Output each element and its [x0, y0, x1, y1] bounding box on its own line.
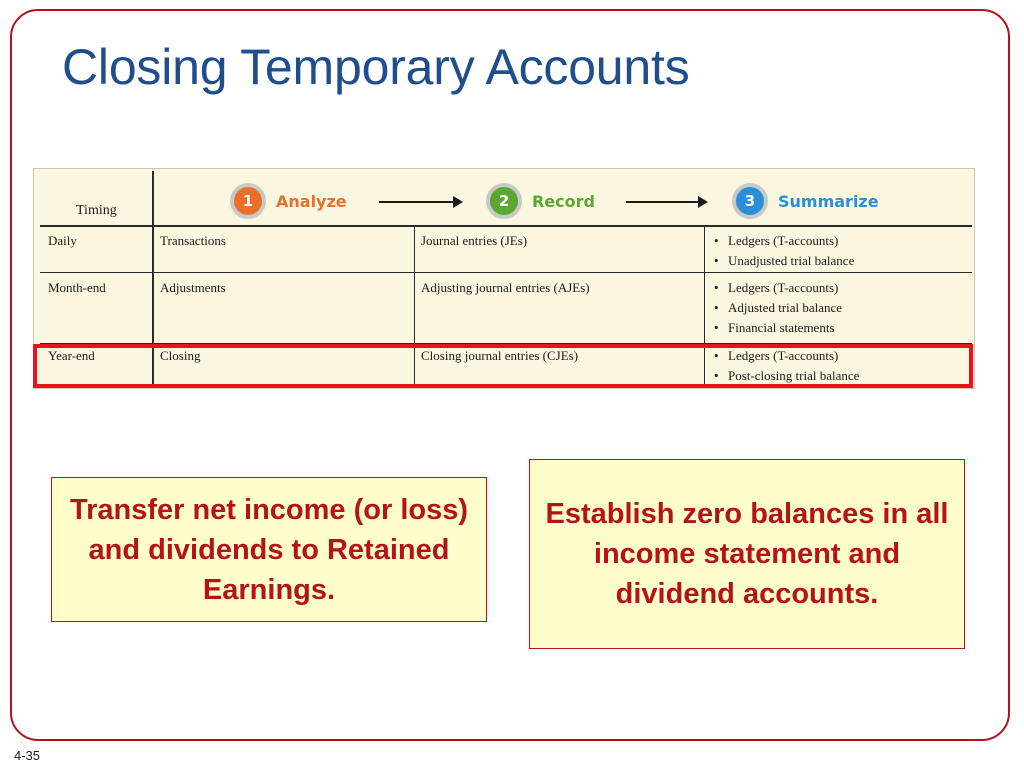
row-monthend-timing: Month-end — [48, 280, 106, 295]
timing-header: Timing — [76, 203, 117, 218]
step-record-label: Record — [532, 191, 595, 211]
step-analyze-label: Analyze — [276, 191, 347, 211]
row-yearend-timing: Year-end — [48, 348, 95, 363]
arrow-right-icon — [379, 201, 461, 203]
step-summarize-label: Summarize — [778, 191, 879, 211]
list-item: • Ledgers (T-accounts) — [714, 346, 859, 366]
row-monthend-record: Adjusting journal entries (AJEs) — [421, 280, 590, 295]
step-2-badge: 2 — [486, 183, 522, 219]
step-1-badge: 1 — [230, 183, 266, 219]
slide-title: Closing Temporary Accounts — [62, 39, 690, 95]
list-item: • Unadjusted trial balance — [714, 251, 854, 271]
list-item: • Financial statements — [714, 318, 842, 338]
row-daily-analyze: Transactions — [160, 233, 226, 248]
header-divider — [40, 225, 972, 227]
arrow-right-icon — [626, 201, 706, 203]
list-item: • Adjusted trial balance — [714, 298, 842, 318]
row-monthend-analyze: Adjustments — [160, 280, 226, 295]
row-yearend-record: Closing journal entries (CJEs) — [421, 348, 579, 363]
row-monthend-summarize — [714, 278, 842, 338]
row-daily-summarize — [714, 231, 854, 271]
slide-number: 4-35 — [14, 748, 41, 763]
step-summarize — [732, 183, 879, 219]
step-3-badge: 3 — [732, 183, 768, 219]
callout-establish-zero-balances — [529, 459, 965, 649]
callout-left-text: Transfer net income (or loss) and dividends to Retained Earnings. — [69, 493, 469, 606]
callout-right-text: Establish zero balances in all income statement and dividend accounts. — [545, 498, 949, 610]
row-divider — [40, 272, 972, 273]
callout-transfer-net-income — [51, 477, 487, 622]
row-daily-record: Journal entries (JEs) — [421, 233, 528, 248]
list-item: • Ledgers (T-accounts) — [714, 231, 854, 251]
year-end-highlight-box — [33, 344, 973, 388]
step-analyze — [230, 183, 347, 219]
list-item: • Ledgers (T-accounts) — [714, 278, 842, 298]
row-yearend-analyze: Closing — [160, 348, 201, 363]
row-daily-timing: Daily — [48, 233, 77, 248]
list-item: • Post-closing trial balance — [714, 366, 859, 386]
step-record — [486, 183, 595, 219]
